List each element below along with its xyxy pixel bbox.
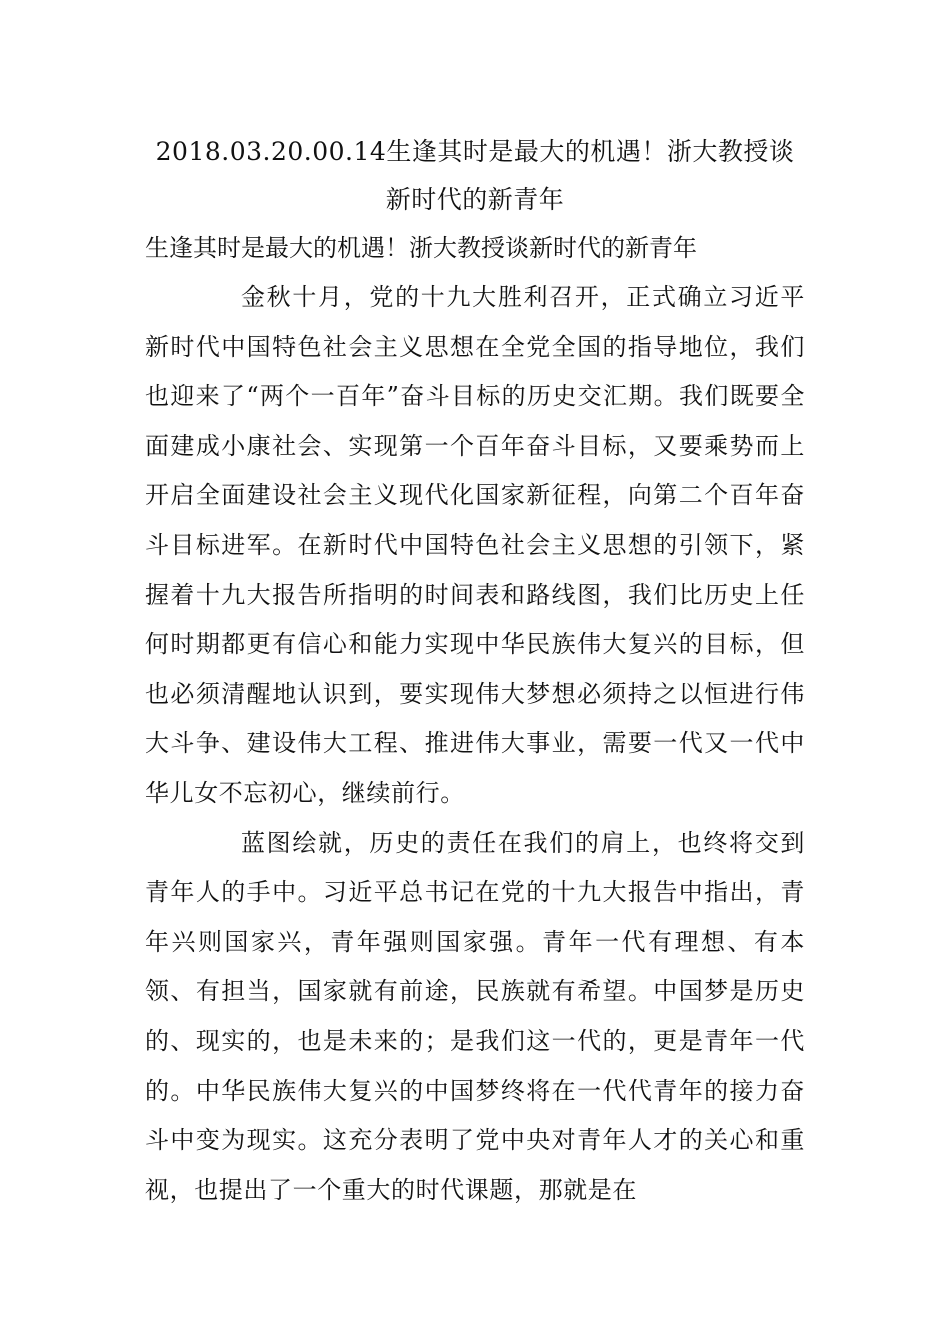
document-title: 2018.03.20.00.14生逢其时是最大的机遇！浙大教授谈新时代的新青年 [155, 137, 795, 214]
paragraph-2: 蓝图绘就，历史的责任在我们的肩上，也终将交到青年人的手中。习近平总书记在党的十九大报告中指出，青年兴则国家兴，青年强则国家强。青年一代有理想、有本领、有担当，国家就有前途，民族就有希望。中国梦是历史的、现实的，也是未来的；是我们这一代的，更是青年一代的。中华民族伟大复兴的中国梦终将在一代代青年的接力奋斗中变为现实。这充分表明了党中央对青年人才的关心和重视，也提出了一个重大的时代课题，那就是在 [145, 828, 805, 1204]
document-page [145, 128, 805, 1215]
paragraph-1: 金秋十月，党的十九大胜利召开，正式确立习近平新时代中国特色社会主义思想在全党全国的指导地位，我们也迎来了“两个一百年”奋斗目标的历史交汇期。我们既要全面建成小康社会、实现第一个百年奋斗目标，又要乘势而上开启全面建设社会主义现代化国家新征程，向第二个百年奋斗目标进军。在新时代中国特色社会主义思想的引领下，紧握着十九大报告所指明的时间表和路线图，我们比历史上任何时期都更有信心和能力实现中华民族伟大复兴的目标，但也必须清醒地认识到，要实现伟大梦想必须持之以恒进行伟大斗争、建设伟大工程、推进伟大事业，需要一代又一代中华儿女不忘初心，继续前行。 [145, 283, 805, 807]
document-subtitle: 生逢其时是最大的机遇！浙大教授谈新时代的新青年 [145, 234, 697, 262]
